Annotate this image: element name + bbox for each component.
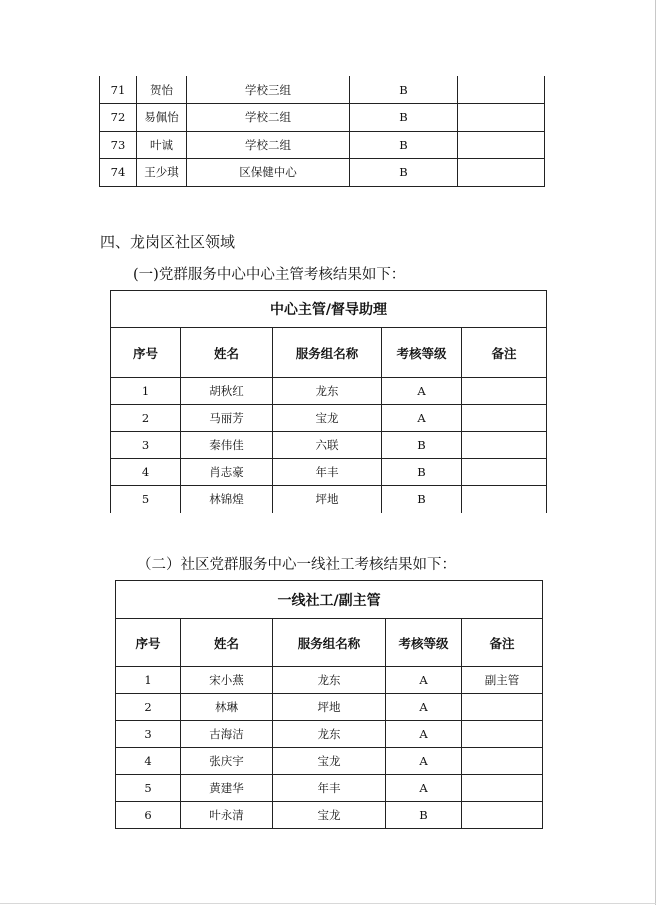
cell-group: 学校二组 [187,104,350,132]
table-row [116,775,543,802]
cell-group: 六联 [273,432,382,459]
cell-grade: A [386,721,462,748]
cell-group: 龙东 [273,667,386,694]
cell-remark [458,104,545,132]
cell-grade: B [386,802,462,829]
cell-remark [458,159,545,187]
cell-remark [458,131,545,159]
cell-name: 贺怡 [137,76,187,104]
column-header: 考核等级 [382,328,462,378]
table-row [111,405,547,432]
column-header: 备注 [462,328,547,378]
cell-group: 宝龙 [273,748,386,775]
cell-index: 6 [116,802,181,829]
cell-group: 坪地 [273,486,382,513]
cell-name: 易佩怡 [137,104,187,132]
cell-group: 宝龙 [273,802,386,829]
cell-index: 2 [116,694,181,721]
column-header: 姓名 [181,619,273,667]
subsection-heading-2: （二）社区党群服务中心一线社工考核结果如下： [137,557,456,573]
cell-grade: A [386,694,462,721]
table-title: 一线社工/副主管 [116,581,543,619]
cell-index: 3 [116,721,181,748]
cell-index: 5 [116,775,181,802]
cell-index: 3 [111,432,181,459]
cell-remark [462,775,543,802]
table-row [100,159,545,187]
cell-grade: A [386,748,462,775]
cell-index: 74 [100,159,137,187]
column-header: 姓名 [181,328,273,378]
cell-name: 黄建华 [181,775,273,802]
cell-remark [462,721,543,748]
supervisor-table [110,290,547,513]
cell-group: 学校三组 [187,76,350,104]
table-row [116,667,543,694]
cell-grade: B [382,486,462,513]
cell-name: 叶诚 [137,131,187,159]
cell-grade: A [386,667,462,694]
column-header: 序号 [116,619,181,667]
cell-remark [462,802,543,829]
table-row [111,378,547,405]
cell-group: 宝龙 [273,405,382,432]
cell-grade: B [382,432,462,459]
page-edge-bottom [0,903,656,904]
table-header-row [111,328,547,378]
cell-name: 胡秋红 [181,378,273,405]
table-title-row [116,581,543,619]
cell-grade: B [382,459,462,486]
table-title-row [111,291,547,328]
cell-grade: B [350,104,458,132]
cell-index: 71 [100,76,137,104]
column-header: 序号 [111,328,181,378]
cell-name: 林琳 [181,694,273,721]
cell-index: 73 [100,131,137,159]
cell-grade: B [350,76,458,104]
cell-grade: B [350,131,458,159]
table-row [111,432,547,459]
cell-remark: 副主管 [462,667,543,694]
table-row [100,76,545,104]
cell-name: 秦伟佳 [181,432,273,459]
cell-group: 区保健中心 [187,159,350,187]
cell-index: 4 [116,748,181,775]
cell-index: 2 [111,405,181,432]
cell-remark [462,486,547,513]
cell-grade: A [382,378,462,405]
table-row [111,486,547,513]
table-row [116,802,543,829]
cell-name: 古海洁 [181,721,273,748]
cell-group: 年丰 [273,775,386,802]
cell-group: 学校二组 [187,131,350,159]
cell-remark [458,76,545,104]
cell-remark [462,405,547,432]
table-row [116,721,543,748]
cell-remark [462,432,547,459]
social-worker-table [115,580,543,829]
cell-group: 龙东 [273,378,382,405]
cell-name: 林锦煌 [181,486,273,513]
cell-index: 72 [100,104,137,132]
table-header-row [116,619,543,667]
cell-grade: A [386,775,462,802]
cell-name: 叶永清 [181,802,273,829]
cell-name: 张庆宇 [181,748,273,775]
continuation-table [99,76,545,187]
column-header: 备注 [462,619,543,667]
column-header: 考核等级 [386,619,462,667]
column-header: 服务组名称 [273,619,386,667]
cell-name: 王少琪 [137,159,187,187]
cell-remark [462,748,543,775]
cell-name: 宋小燕 [181,667,273,694]
cell-group: 年丰 [273,459,382,486]
cell-name: 马丽芳 [181,405,273,432]
cell-index: 1 [111,378,181,405]
table-row [111,459,547,486]
cell-group: 坪地 [273,694,386,721]
cell-index: 5 [111,486,181,513]
table-row [100,131,545,159]
section-heading: 四、龙岗区社区领域 [100,233,236,251]
cell-remark [462,378,547,405]
table-row [100,104,545,132]
cell-group: 龙东 [273,721,386,748]
column-header: 服务组名称 [273,328,382,378]
cell-grade: A [382,405,462,432]
cell-index: 4 [111,459,181,486]
table-row [116,694,543,721]
subsection-heading-1: (一)党群服务中心中心主管考核结果如下： [133,267,406,283]
cell-remark [462,694,543,721]
cell-index: 1 [116,667,181,694]
table-row [116,748,543,775]
cell-grade: B [350,159,458,187]
cell-name: 肖志豪 [181,459,273,486]
table-title: 中心主管/督导助理 [111,291,547,328]
cell-remark [462,459,547,486]
